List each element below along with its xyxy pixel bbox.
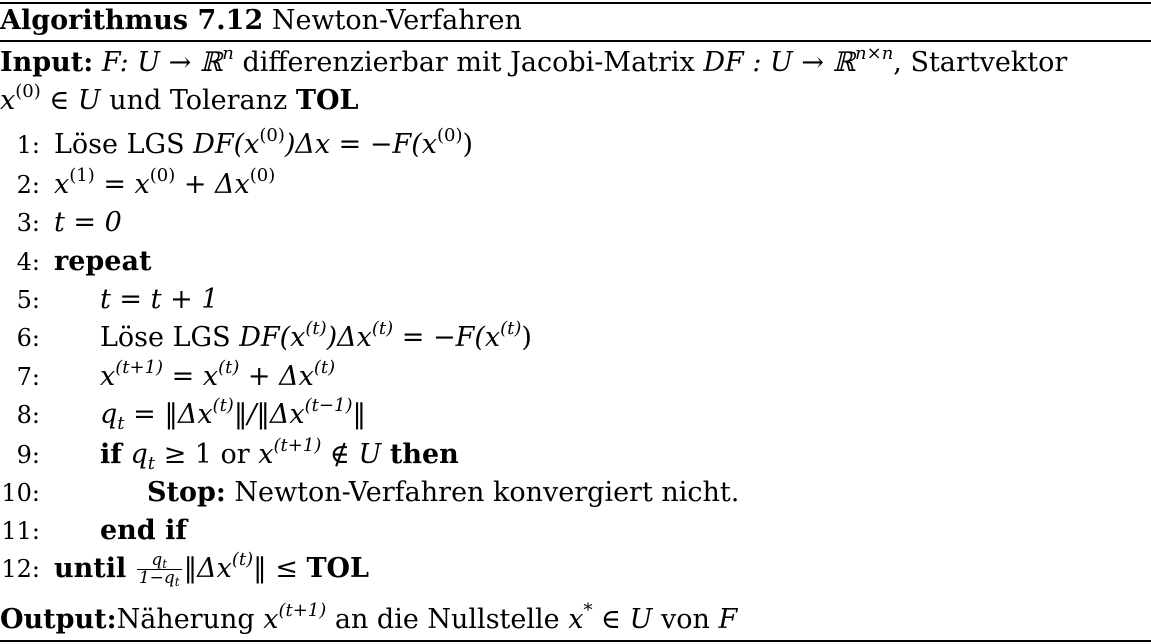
output-naeherung: Näherung xyxy=(116,604,264,635)
output-F: F xyxy=(718,604,738,635)
step-math: t = t + 1 xyxy=(100,284,219,315)
step-math: = ‖Δx xyxy=(124,399,213,430)
input-in-U: ∈ U xyxy=(40,85,101,116)
algorithm-title: Newton-Verfahren xyxy=(271,5,522,36)
step-sup: (t) xyxy=(305,318,327,339)
input-und-toleranz: und Toleranz xyxy=(100,85,296,116)
frac-q: q xyxy=(151,550,163,570)
stop-message: Newton-Verfahren konvergiert nicht. xyxy=(225,477,740,508)
repeat-keyword: repeat xyxy=(54,246,152,277)
step-sup: (t) xyxy=(371,318,394,339)
output-in-U: ∈ U xyxy=(592,604,653,635)
step-sup: (0) xyxy=(437,125,463,146)
step-math: = x xyxy=(163,361,219,392)
step-math: ) xyxy=(462,129,474,160)
step-sup: (t+1) xyxy=(273,435,322,456)
step-sup: (t) xyxy=(500,318,522,339)
or-keyword: or xyxy=(220,439,250,470)
step-math: ‖/‖Δx xyxy=(233,399,305,430)
stop-keyword: Stop: xyxy=(147,477,226,508)
until-keyword: until xyxy=(54,553,127,584)
line-number: 11: xyxy=(1,517,40,545)
input-keyword: Input: xyxy=(0,47,94,78)
input-DF: DF xyxy=(703,47,744,78)
step-math: t = 0 xyxy=(54,207,122,238)
step-sup: (t−1) xyxy=(304,395,353,416)
input-x-sup: (0) xyxy=(15,81,41,102)
step-math: (x xyxy=(279,322,306,353)
step-sup: (0) xyxy=(249,165,276,186)
step-sup: (t) xyxy=(313,357,336,378)
fraction-denominator xyxy=(137,570,182,587)
line-number: 9: xyxy=(16,441,40,469)
step-math: q xyxy=(100,399,118,430)
output-text: an die Nullstelle xyxy=(326,604,569,635)
tol-keyword: TOL xyxy=(306,553,370,584)
step-sup: (0) xyxy=(259,125,285,146)
if-keyword: if xyxy=(100,439,122,470)
end-if-keyword: end if xyxy=(100,515,187,546)
step-math: + Δx xyxy=(175,169,250,200)
frac-sub: t xyxy=(174,575,180,589)
step-sup: (t+1) xyxy=(115,357,164,378)
line-number: 5: xyxy=(16,286,40,314)
input-startvektor: , Startvektor xyxy=(893,47,1068,78)
step-math: )Δx xyxy=(326,322,372,353)
line-number: 1: xyxy=(16,131,40,159)
line-number: 4: xyxy=(16,248,40,276)
input-diff-text: differenzierbar mit Jacobi-Matrix xyxy=(233,47,704,78)
step-math: x xyxy=(54,169,70,200)
frac-sub: t xyxy=(162,557,168,571)
step-math: )Δx = −F(x xyxy=(284,129,438,160)
frac-1-q: 1−q xyxy=(138,568,175,588)
output-von: von xyxy=(652,604,719,635)
output-keyword: Output: xyxy=(0,604,117,635)
output-x: x xyxy=(263,604,279,635)
algorithm-label: Algorithmus 7.12 xyxy=(0,5,264,36)
step-math: DF xyxy=(239,322,280,353)
step-math: DF xyxy=(193,129,234,160)
algorithm-header xyxy=(0,4,522,38)
input-x: x xyxy=(0,85,16,116)
step-text: Löse LGS xyxy=(54,129,194,160)
step-sup: (0) xyxy=(149,165,176,186)
step-math: ) xyxy=(521,322,532,353)
step-math: + Δx xyxy=(239,361,314,392)
step-math: = −F(x xyxy=(393,322,501,353)
step-math: x xyxy=(100,361,116,392)
step-sup: (1) xyxy=(69,165,95,186)
line-number: 2: xyxy=(16,171,40,199)
bottom-rule xyxy=(0,640,1151,642)
line-number: 10: xyxy=(1,479,40,507)
step-sup: (t) xyxy=(212,395,234,416)
output-star: * xyxy=(583,600,593,621)
step-sup: (t) xyxy=(231,549,254,570)
step-text: Löse LGS xyxy=(100,322,240,353)
output-line xyxy=(0,600,738,637)
input-sup-n: n xyxy=(222,43,234,64)
line-number: 7: xyxy=(16,363,40,391)
step-math: ∉ U xyxy=(321,439,390,470)
line-number: 3: xyxy=(16,209,40,237)
input-sup-nxn: n×n xyxy=(855,43,894,64)
input-line-2 xyxy=(0,81,359,118)
input-TOL: TOL xyxy=(295,85,359,116)
line-number: 6: xyxy=(16,324,40,352)
step-math: ‖ xyxy=(352,399,366,430)
input-domain: : U → ℝ xyxy=(119,47,223,78)
input-F: F xyxy=(101,47,120,78)
input-line-1 xyxy=(0,43,1068,80)
step-sup: (t) xyxy=(218,357,240,378)
step-math: (x xyxy=(233,129,260,160)
line-number: 12: xyxy=(1,555,40,583)
header-rule xyxy=(0,40,1151,42)
step-math: ‖Δx xyxy=(183,553,232,584)
step-math: x xyxy=(249,439,274,470)
step-math: q xyxy=(121,439,148,470)
output-x-sup: (t+1) xyxy=(278,600,327,621)
step-sub: t xyxy=(117,413,125,434)
step-math: ≥ 1 xyxy=(154,439,221,470)
output-xstar: x xyxy=(568,604,584,635)
fraction xyxy=(137,552,182,587)
input-jacobi-domain: : U → ℝ xyxy=(743,47,856,78)
step-math: = x xyxy=(94,169,150,200)
step-sub: t xyxy=(147,453,155,474)
then-keyword: then xyxy=(389,439,459,470)
step-math: ‖ ≤ xyxy=(253,553,307,584)
line-number: 8: xyxy=(16,401,40,429)
